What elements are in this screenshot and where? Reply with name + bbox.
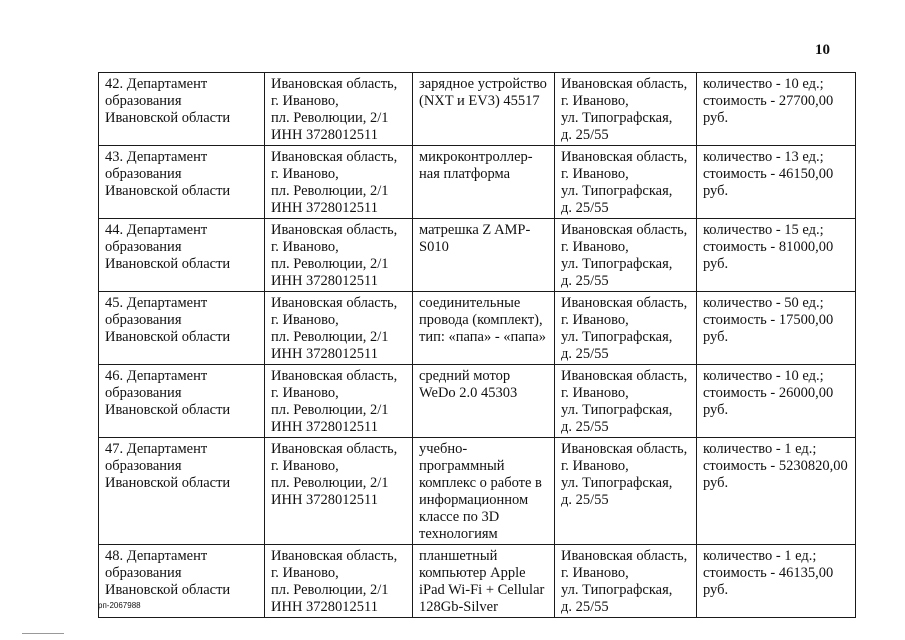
location-line: г. Иваново,: [561, 312, 629, 328]
location-line: г. Иваново,: [561, 166, 629, 182]
recipient-line: образования: [105, 458, 182, 474]
recipient-line: Ивановской области: [105, 110, 231, 126]
quantity-line: руб.: [703, 582, 729, 598]
table-row: [99, 365, 856, 438]
item-line: S010: [419, 239, 449, 255]
recipient-line: Ивановской области: [105, 329, 231, 345]
recipient-line: 46. Департамент: [105, 368, 208, 384]
table-row: [99, 73, 856, 146]
address-line: пл. Революции, 2/1: [271, 402, 389, 418]
item-line: матрешка Z AMP-: [419, 222, 531, 238]
equipment-transfer-table: [98, 72, 856, 618]
location-cell: [555, 146, 697, 219]
item-cell: [413, 146, 555, 219]
quantity-cell: [697, 545, 856, 618]
table-body: [99, 73, 856, 618]
quantity-cell: [697, 438, 856, 545]
address-line: Ивановская область,: [271, 76, 398, 92]
recipient-line: 43. Департамент: [105, 149, 208, 165]
address-line: г. Иваново,: [271, 312, 339, 328]
location-line: ул. Типографская,: [561, 110, 673, 126]
item-line: (NXT и EV3) 45517: [419, 93, 540, 109]
recipient-cell: [99, 438, 265, 545]
location-line: Ивановская область,: [561, 295, 688, 311]
address-line: ИНН 3728012511: [271, 200, 379, 216]
address-line: ИНН 3728012511: [271, 273, 379, 289]
address-cell: [265, 146, 413, 219]
recipient-cell: [99, 365, 265, 438]
table-row: [99, 219, 856, 292]
address-line: ИНН 3728012511: [271, 419, 379, 435]
location-cell: [555, 73, 697, 146]
location-line: ул. Типографская,: [561, 475, 673, 491]
address-cell: [265, 73, 413, 146]
quantity-line: количество - 15 ед.;: [703, 222, 824, 238]
recipient-line: Ивановской области: [105, 183, 231, 199]
address-line: г. Иваново,: [271, 239, 339, 255]
address-line: г. Иваново,: [271, 385, 339, 401]
quantity-line: количество - 1 ед.;: [703, 441, 817, 457]
recipient-line: образования: [105, 166, 182, 182]
recipient-line: 42. Департамент: [105, 76, 208, 92]
quantity-line: количество - 1 ед.;: [703, 548, 817, 564]
location-line: Ивановская область,: [561, 222, 688, 238]
quantity-line: руб.: [703, 110, 729, 126]
item-line: средний мотор: [419, 368, 511, 384]
location-line: Ивановская область,: [561, 149, 688, 165]
table-row: [99, 292, 856, 365]
item-line: тип: «папа» - «папа»: [419, 329, 546, 345]
item-line: ная платформа: [419, 166, 511, 182]
location-cell: [555, 292, 697, 365]
address-line: пл. Революции, 2/1: [271, 110, 389, 126]
address-line: пл. Революции, 2/1: [271, 256, 389, 272]
quantity-line: количество - 13 ед.;: [703, 149, 824, 165]
quantity-line: стоимость - 46150,00: [703, 166, 834, 182]
location-cell: [555, 545, 697, 618]
address-line: ИНН 3728012511: [271, 599, 379, 615]
location-line: г. Иваново,: [561, 458, 629, 474]
location-line: д. 25/55: [561, 419, 609, 435]
item-line: учебно-: [419, 441, 468, 457]
item-line: микроконтроллер-: [419, 149, 533, 165]
quantity-line: стоимость - 46135,00: [703, 565, 834, 581]
address-line: Ивановская область,: [271, 368, 398, 384]
item-line: информационном: [419, 492, 529, 508]
address-line: г. Иваново,: [271, 93, 339, 109]
recipient-cell: [99, 292, 265, 365]
item-line: провода (комплект),: [419, 312, 543, 328]
item-line: комплекс о работе в: [419, 475, 542, 491]
quantity-cell: [697, 73, 856, 146]
location-line: ул. Типографская,: [561, 183, 673, 199]
recipient-line: 48. Департамент: [105, 548, 208, 564]
recipient-line: образования: [105, 239, 182, 255]
recipient-line: Ивановской области: [105, 402, 231, 418]
address-cell: [265, 292, 413, 365]
recipient-line: Ивановской области: [105, 582, 231, 598]
item-line: планшетный: [419, 548, 498, 564]
address-cell: [265, 545, 413, 618]
quantity-cell: [697, 219, 856, 292]
quantity-line: руб.: [703, 475, 729, 491]
item-cell: [413, 545, 555, 618]
quantity-cell: [697, 365, 856, 438]
page-number: 10: [815, 42, 830, 58]
item-line: компьютер Apple: [419, 565, 526, 581]
address-cell: [265, 438, 413, 545]
location-line: д. 25/55: [561, 599, 609, 615]
address-line: г. Иваново,: [271, 458, 339, 474]
address-line: пл. Революции, 2/1: [271, 582, 389, 598]
quantity-cell: [697, 146, 856, 219]
location-line: д. 25/55: [561, 346, 609, 362]
address-line: г. Иваново,: [271, 166, 339, 182]
recipient-cell: [99, 146, 265, 219]
address-line: ИНН 3728012511: [271, 346, 379, 362]
item-cell: [413, 438, 555, 545]
location-line: г. Иваново,: [561, 93, 629, 109]
address-cell: [265, 365, 413, 438]
location-line: д. 25/55: [561, 273, 609, 289]
location-line: г. Иваново,: [561, 565, 629, 581]
item-line: классе по 3D: [419, 509, 500, 525]
location-line: г. Иваново,: [561, 385, 629, 401]
recipient-line: 45. Департамент: [105, 295, 208, 311]
item-line: технологиям: [419, 526, 498, 542]
recipient-line: образования: [105, 312, 182, 328]
address-line: ИНН 3728012511: [271, 492, 379, 508]
location-line: ул. Типографская,: [561, 402, 673, 418]
recipient-line: 44. Департамент: [105, 222, 208, 238]
item-cell: [413, 219, 555, 292]
item-line: 128Gb-Silver: [419, 599, 498, 615]
address-line: пл. Революции, 2/1: [271, 329, 389, 345]
document-code: рп-2067988: [98, 601, 141, 610]
quantity-line: стоимость - 17500,00: [703, 312, 834, 328]
table-row: [99, 146, 856, 219]
quantity-line: стоимость - 26000,00: [703, 385, 834, 401]
location-line: д. 25/55: [561, 200, 609, 216]
location-cell: [555, 438, 697, 545]
recipient-line: Ивановской области: [105, 256, 231, 272]
address-line: Ивановская область,: [271, 222, 398, 238]
address-line: г. Иваново,: [271, 565, 339, 581]
address-line: ИНН 3728012511: [271, 127, 379, 143]
location-line: ул. Типографская,: [561, 329, 673, 345]
quantity-line: стоимость - 27700,00: [703, 93, 834, 109]
recipient-line: 47. Департамент: [105, 441, 208, 457]
item-line: соединительные: [419, 295, 521, 311]
location-line: ул. Типографская,: [561, 256, 673, 272]
quantity-line: стоимость - 5230820,00: [703, 458, 848, 474]
quantity-cell: [697, 292, 856, 365]
location-line: ул. Типографская,: [561, 582, 673, 598]
item-cell: [413, 365, 555, 438]
recipient-line: Ивановской области: [105, 475, 231, 491]
recipient-line: образования: [105, 93, 182, 109]
item-cell: [413, 292, 555, 365]
quantity-line: руб.: [703, 329, 729, 345]
address-line: Ивановская область,: [271, 295, 398, 311]
quantity-line: стоимость - 81000,00: [703, 239, 834, 255]
item-line: iPad Wi-Fi + Cellular: [419, 582, 545, 598]
table-row: [99, 438, 856, 545]
location-line: д. 25/55: [561, 127, 609, 143]
recipient-line: образования: [105, 565, 182, 581]
location-line: д. 25/55: [561, 492, 609, 508]
recipient-cell: [99, 73, 265, 146]
quantity-line: руб.: [703, 183, 729, 199]
location-line: Ивановская область,: [561, 548, 688, 564]
location-line: Ивановская область,: [561, 76, 688, 92]
location-line: Ивановская область,: [561, 368, 688, 384]
item-cell: [413, 73, 555, 146]
location-line: Ивановская область,: [561, 441, 688, 457]
quantity-line: количество - 50 ед.;: [703, 295, 824, 311]
item-line: WeDo 2.0 45303: [419, 385, 518, 401]
recipient-cell: [99, 219, 265, 292]
quantity-line: количество - 10 ед.;: [703, 76, 824, 92]
footer-divider: [22, 633, 64, 634]
quantity-line: руб.: [703, 402, 729, 418]
address-cell: [265, 219, 413, 292]
quantity-line: руб.: [703, 256, 729, 272]
recipient-line: образования: [105, 385, 182, 401]
table-row: [99, 545, 856, 618]
location-line: г. Иваново,: [561, 239, 629, 255]
address-line: пл. Революции, 2/1: [271, 475, 389, 491]
item-line: программный: [419, 458, 505, 474]
quantity-line: количество - 10 ед.;: [703, 368, 824, 384]
address-line: Ивановская область,: [271, 149, 398, 165]
address-line: пл. Революции, 2/1: [271, 183, 389, 199]
address-line: Ивановская область,: [271, 548, 398, 564]
item-line: зарядное устройство: [419, 76, 547, 92]
location-cell: [555, 219, 697, 292]
location-cell: [555, 365, 697, 438]
address-line: Ивановская область,: [271, 441, 398, 457]
